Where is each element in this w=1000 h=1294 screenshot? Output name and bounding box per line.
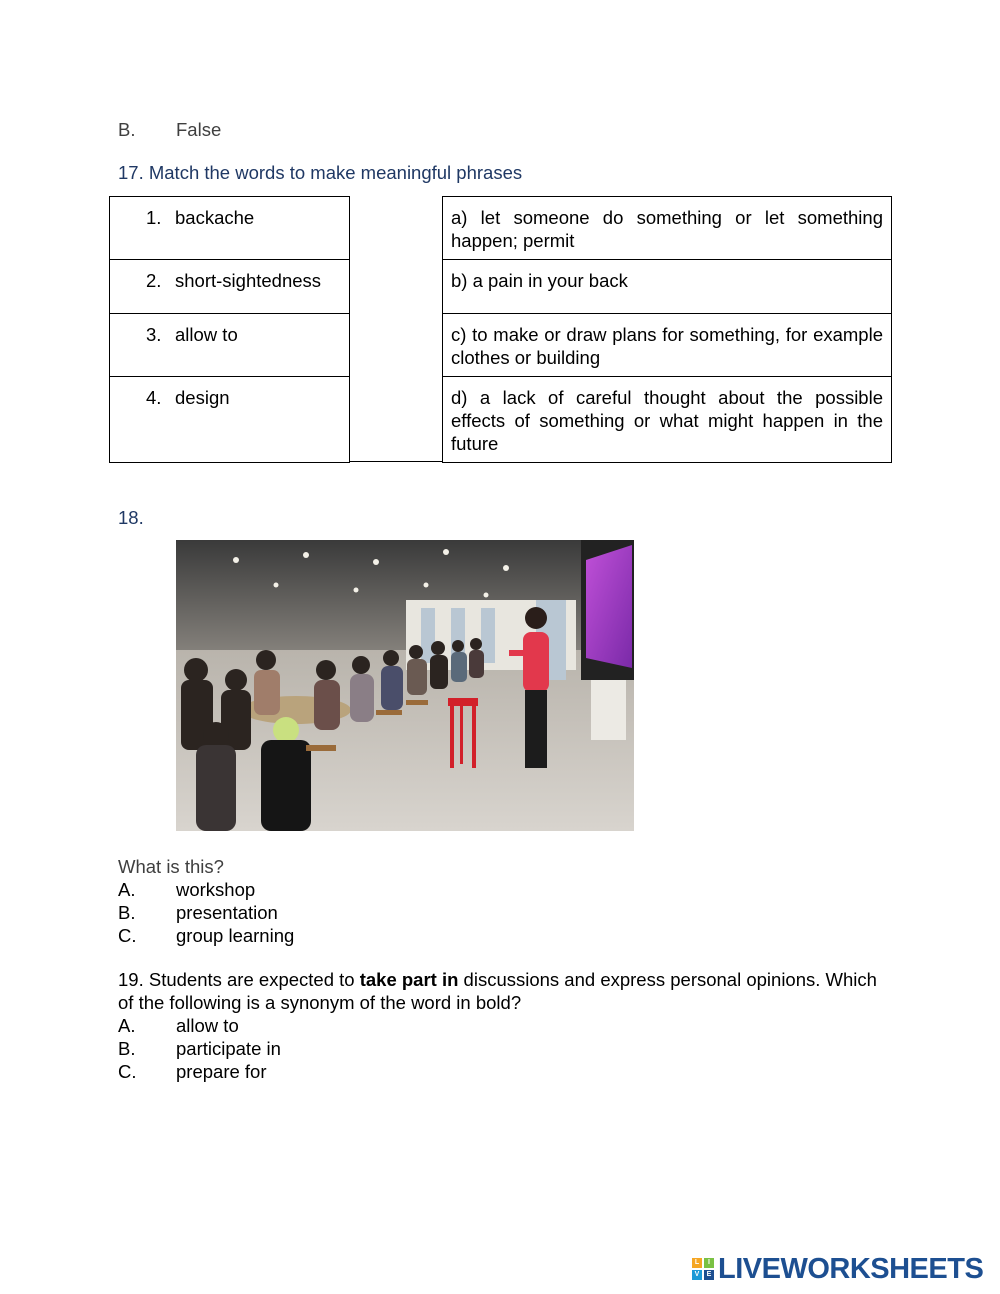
option-letter: A. (118, 879, 136, 900)
question-18-title: 18. (118, 507, 144, 528)
question-text: 19. Students are expected to (118, 969, 360, 990)
option-text: prepare for (176, 1061, 267, 1082)
question-18-prompt: What is this? (118, 856, 224, 877)
option-text: participate in (176, 1038, 281, 1059)
table-divider (349, 461, 443, 462)
match-left-item (110, 197, 349, 260)
option-letter: B. (118, 119, 136, 140)
option-letter: C. (118, 1061, 137, 1082)
bold-phrase: take part in (359, 969, 459, 990)
item-number: 3. (146, 324, 162, 345)
item-number: 1. (146, 207, 162, 228)
q19-option-b (118, 1037, 281, 1060)
option-text: presentation (176, 902, 278, 923)
match-left-item (110, 260, 349, 314)
option-text: group learning (176, 925, 295, 946)
item-word: allow to (175, 324, 238, 345)
q19-option-a (118, 1014, 239, 1037)
match-definition: a) let someone do something or let something happen; permit (443, 197, 891, 260)
q18-option-c (118, 924, 294, 947)
liveworksheets-logo[interactable] (692, 1252, 983, 1286)
photo-illustration (176, 540, 634, 831)
q19-option-c (118, 1060, 267, 1083)
q18-option-b (118, 901, 278, 924)
item-number: 2. (146, 270, 162, 291)
option-letter: C. (118, 925, 137, 946)
match-left-column (109, 196, 350, 463)
q16-option-b (118, 118, 221, 141)
option-text: allow to (176, 1015, 239, 1036)
option-text: workshop (176, 879, 256, 900)
match-definition: c) to make or draw plans for something, for example clothes or building (443, 314, 891, 377)
item-word: short-sightedness (175, 270, 322, 291)
option-letter: B. (118, 1038, 136, 1059)
item-word: backache (175, 207, 255, 228)
match-definition: b) a pain in your back (443, 260, 891, 314)
question-19-line2: of the following is a synonym of the word in bold? (118, 992, 522, 1013)
option-text: False (176, 119, 222, 140)
q18-option-a (118, 878, 255, 901)
match-left-item (110, 377, 349, 461)
logo-text: LIVEWORKSHEETS (718, 1252, 984, 1285)
match-right-column (442, 196, 892, 463)
match-left-item (110, 314, 349, 377)
question-19-line1 (118, 968, 877, 991)
match-definition: d) a lack of careful thought about the possible effects of something or what might happen in the future (451, 387, 883, 454)
question-text: discussions and express personal opinions. Which (458, 969, 877, 990)
classroom-presentation-photo (176, 540, 634, 831)
logo-badge-icon: L I V E (692, 1258, 714, 1280)
item-word: design (175, 387, 230, 408)
option-letter: A. (118, 1015, 136, 1036)
question-17-title: 17. Match the words to make meaningful phrases (118, 162, 523, 183)
item-number: 4. (146, 387, 162, 408)
option-letter: B. (118, 902, 136, 923)
